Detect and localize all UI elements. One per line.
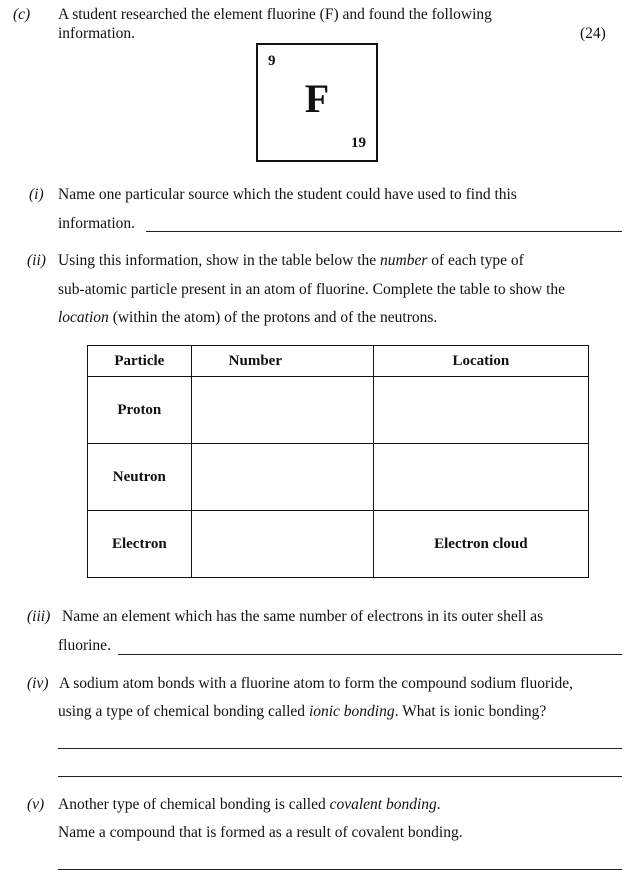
q-ii-line2: sub-atomic particle present in an atom of fluorine. Complete the table to show the <box>58 281 566 298</box>
q-v-line1-em: covalent bonding <box>329 796 437 813</box>
header-number: Number <box>191 346 373 377</box>
particle-table <box>87 345 589 578</box>
q-v-answer-input[interactable] <box>58 852 622 868</box>
part-c-intro-line2: information. <box>58 25 136 42</box>
cell-number-input-cell <box>191 444 373 511</box>
neutron-location-input[interactable] <box>374 444 588 510</box>
q-ii-line1-em: number <box>380 252 428 269</box>
q-ii-line1-b: of each type of <box>427 252 524 269</box>
q-i-label: (i) <box>29 186 44 203</box>
table-header-row <box>88 346 589 377</box>
q-iv-line2-a: using a type of chemical bonding called <box>58 703 309 720</box>
q-i-line1: Name one particular source which the student could have used to find this <box>58 186 517 203</box>
q-iv-line2 <box>58 703 546 721</box>
proton-number-input[interactable] <box>192 377 373 443</box>
q-iii-label: (iii) <box>27 608 51 625</box>
q-iv-label: (iv) <box>27 675 49 692</box>
q-iii-answer-line <box>118 637 622 655</box>
q-ii-line3-b: (within the atom) of the protons and of the neutrons. <box>108 309 438 326</box>
cell-number-input-cell <box>191 511 373 578</box>
q-v-line1-a: Another type of chemical bonding is called <box>58 796 330 813</box>
q-ii-line3-em: location <box>58 309 109 326</box>
electron-number-input[interactable] <box>192 511 373 577</box>
q-v-answer-line <box>58 852 622 870</box>
cell-location: Electron cloud <box>373 511 588 578</box>
q-iv-line2-b: . What is ionic bonding? <box>394 703 547 720</box>
q-v-line2: Name a compound that is formed as a result of covalent bonding. <box>58 824 463 841</box>
neutron-number-input[interactable] <box>192 444 373 510</box>
q-iv-answer-input-2[interactable] <box>58 759 622 775</box>
q-i-line2: information. <box>58 215 136 232</box>
q-iii-line1: Name an element which has the same number of electrons in its outer shell as <box>62 608 544 625</box>
cell-particle: Electron <box>88 511 192 578</box>
q-ii-label: (ii) <box>27 252 46 269</box>
element-box <box>256 43 378 162</box>
proton-location-input[interactable] <box>374 377 588 443</box>
table-row-neutron <box>88 444 589 511</box>
table-row-proton <box>88 377 589 444</box>
q-iv-answer-line-1 <box>58 731 622 749</box>
q-ii-line1 <box>58 252 524 270</box>
cell-particle: Proton <box>88 377 192 444</box>
element-symbol: F <box>304 76 330 121</box>
table-row-electron <box>88 511 589 578</box>
cell-location-input-cell <box>373 377 588 444</box>
q-ii-line3 <box>58 309 437 327</box>
q-iv-answer-input-1[interactable] <box>58 731 622 747</box>
q-iv-answer-line-2 <box>58 759 622 777</box>
q-iv-line2-em: ionic bonding <box>308 703 395 720</box>
cell-particle: Neutron <box>88 444 192 511</box>
marks-label: (24) <box>580 25 606 42</box>
q-iii-line2: fluorine. <box>58 637 111 654</box>
q-iii-answer-input[interactable] <box>118 637 622 653</box>
part-c-intro-line1: A student researched the element fluorine (F) and found the following <box>58 6 492 23</box>
q-v-line1 <box>58 796 441 814</box>
cell-location-input-cell <box>373 444 588 511</box>
q-v-line1-b: . <box>436 796 441 813</box>
header-location: Location <box>373 346 588 377</box>
cell-number-input-cell <box>191 377 373 444</box>
mass-number: 19 <box>351 135 366 151</box>
q-i-answer-line <box>146 214 622 232</box>
q-ii-line1-a: Using this information, show in the table below the <box>58 252 381 269</box>
q-i-answer-input[interactable] <box>146 214 622 230</box>
atomic-number: 9 <box>268 53 276 69</box>
header-particle: Particle <box>88 346 192 377</box>
part-c-label: (c) <box>13 6 31 23</box>
q-v-label: (v) <box>27 796 45 813</box>
q-iv-line1: A sodium atom bonds with a fluorine atom to form the compound sodium fluoride, <box>59 675 574 692</box>
